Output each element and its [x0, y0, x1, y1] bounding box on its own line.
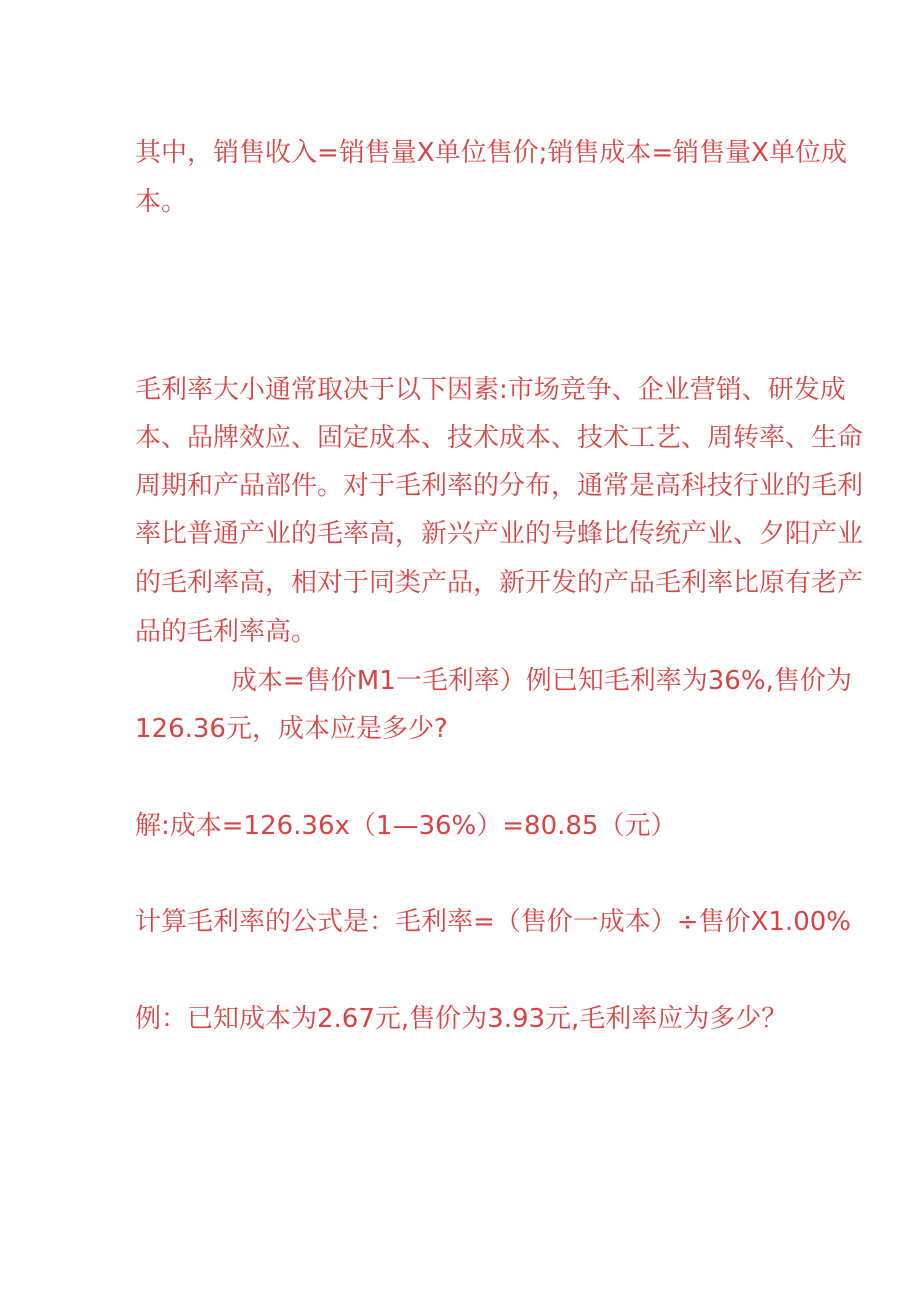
para1-line-2: 本。 — [135, 187, 188, 217]
para1-line-1: 其中，销售收入=销售量X单位售价;销售成本=销售量X单位成 — [135, 138, 847, 168]
para3-line-2: 126.36元，成本应是多少? — [135, 714, 448, 744]
para2-line-4: 率比普通产业的毛率高，新兴产业的号蜂比传统产业、夕阳产业 — [135, 519, 864, 549]
para3-line-1: 成本=售价M1一毛利率）例已知毛利率为36%,售价为 — [231, 666, 852, 696]
para2-line-1: 毛利率大小通常取决于以下因素:市场竞争、企业营销、研发成 — [135, 375, 846, 405]
para2-line-3: 周期和产品部件。对于毛利率的分布，通常是高科技行业的毛利 — [135, 471, 864, 501]
para2-line-6: 品的毛利率高。 — [135, 617, 318, 647]
example-line: 例：已知成本为2.67元,售价为3.93元,毛利率应为多少？ — [135, 1004, 788, 1034]
para2-line-2: 本、品牌效应、固定成本、技术成本、技术工艺、周转率、生命 — [135, 423, 864, 453]
para2-line-5: 的毛利率高，相对于同类产品，新开发的产品毛利率比原有老产 — [135, 568, 864, 598]
solution-line: 解:成本=126.36x（1—36%）=80.85（元） — [135, 811, 677, 841]
formula-line: 计算毛利率的公式是：毛利率=（售价一成本）÷售价X1.00% — [135, 907, 851, 937]
